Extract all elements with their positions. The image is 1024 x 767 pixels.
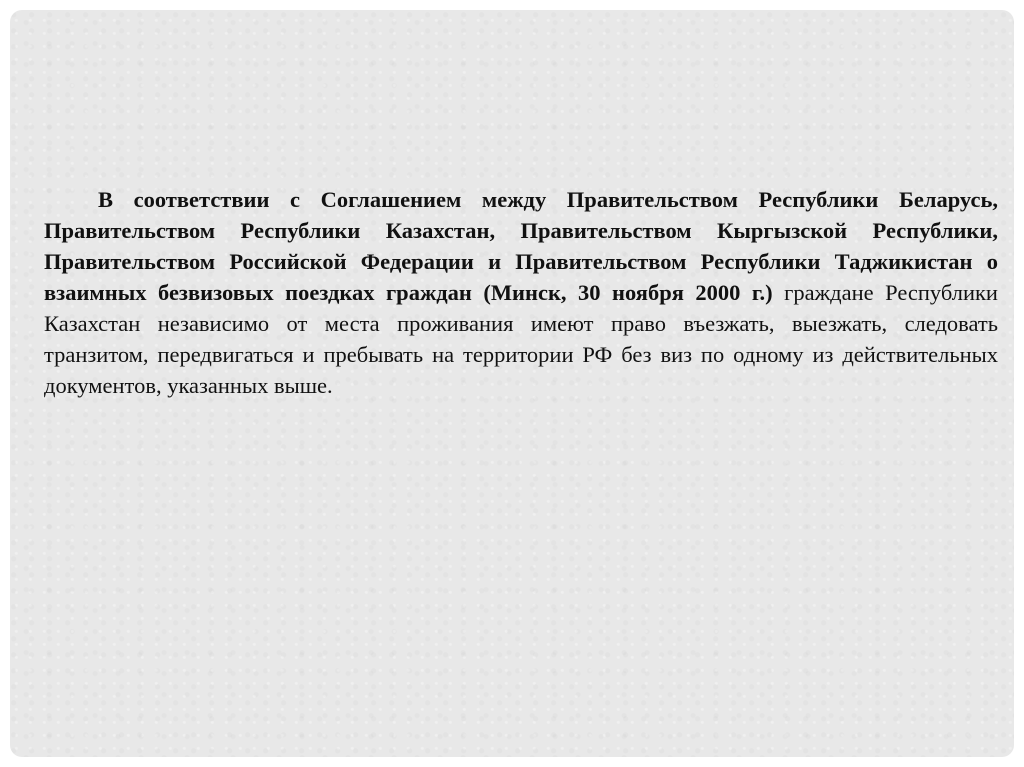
- paragraph-regular-body: граждане Республики Казахстан независимо от места проживания имеют право въезжать, выезжать, следовать транзитом, передвигаться и пребывать на территории РФ без виз по одному из действительных документов, указанных выше.: [44, 280, 998, 398]
- slide-paragraph: [44, 184, 998, 401]
- paragraph-bold-lead: В соответствии с Соглашением между Правительством Республики Беларусь, Правительством Республики Казахстан, Правительством Кыргызской Республики, Правительством Российской Федерации и Правительством Республики Таджикистан о взаимных безвизовых поездках граждан (Минск, 30 ноября 2000 г.): [44, 187, 998, 305]
- slide-frame: [10, 10, 1014, 757]
